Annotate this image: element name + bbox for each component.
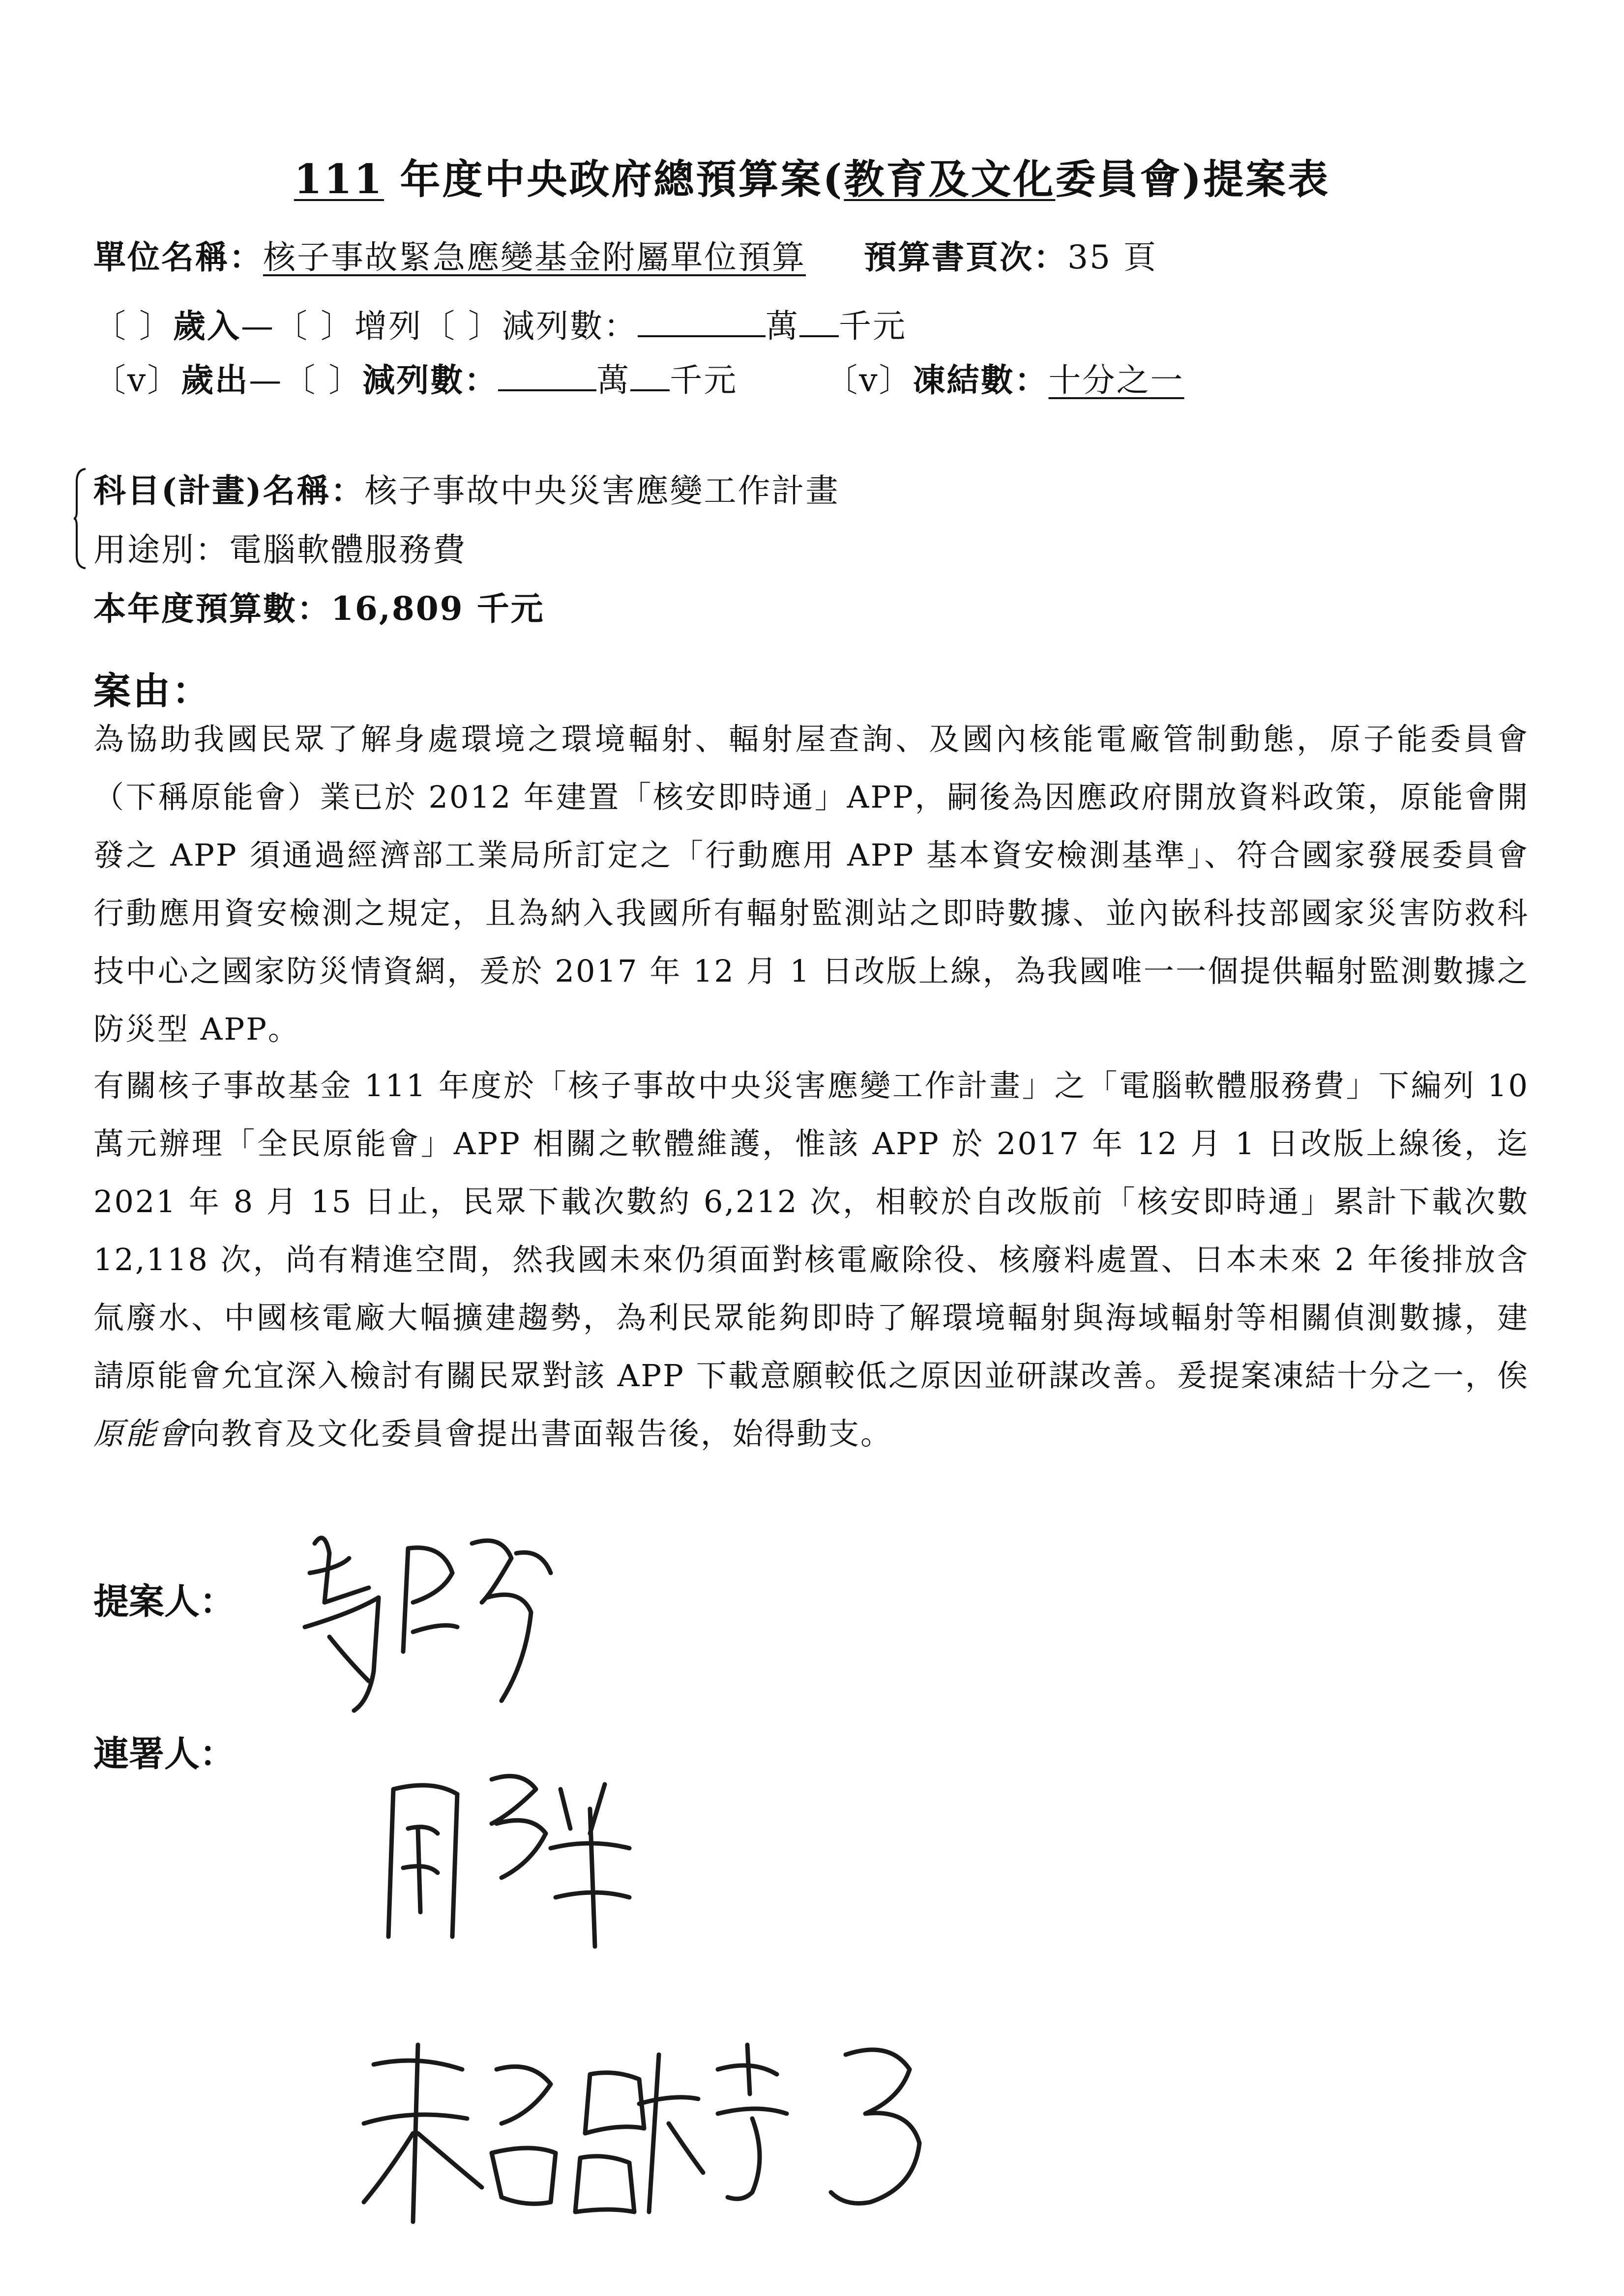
title-year: 111 [294, 156, 384, 203]
title-part1: 年度中央政府總預算案( [384, 156, 844, 203]
revenue-checkbox: 〔 〕 [93, 307, 173, 345]
title-part2: 委員會)提案表 [1055, 156, 1330, 203]
revenue-label: 歲入 [173, 307, 241, 345]
exp-qian-unit: 千元 [670, 361, 738, 399]
proposer-label: 提案人： [93, 1580, 236, 1622]
freeze-value: 十分之一 [1048, 361, 1184, 399]
increase-checkbox: 〔 〕 [274, 307, 354, 345]
project-name-line [93, 465, 839, 511]
blank-wan [638, 307, 766, 337]
exp-decrease-label: 減列數： [362, 361, 499, 399]
page-label: 預算書頁次： [863, 238, 1067, 276]
left-brace [73, 467, 88, 570]
decrease-checkbox: 〔 〕 [422, 307, 502, 345]
cosigner-signature-1 [374, 1750, 649, 1956]
blank-qian [799, 307, 839, 337]
budget-line [93, 582, 545, 629]
exp-blank-qian [630, 361, 670, 391]
expenditure-dash: — [249, 361, 283, 399]
reason-paragraph-1: 為協助我國民眾了解身處環境之環境輻射、輻射屋查詢、及國內核能電廠管制動態，原子能委員會（下稱原能會）業已於 2012 年建置「核安即時通」APP，嗣後為因應政府開放資料政策，原能會開發之 APP 須通過經濟部工業局所訂定之「行動應用 APP 基本資安檢測基準」、符合國家發展委員會行動應用資安檢測之規定，且為納入我國所有輻射監測站之即時數據、並內嵌科技部國家災害防救科技中心之國家防災情資網，爰於 2017 年 12 月 1 日改版上線，為我國唯一一個提供輻射監測數據之防災型 APP。 [93, 721, 1529, 1047]
expenditure-checkbox: 〔v〕 [93, 361, 181, 399]
wan-unit: 萬 [765, 307, 799, 345]
unit-label: 單位名稱： [93, 238, 263, 276]
expenditure-label: 歲出 [181, 361, 249, 399]
expenditure-line [93, 354, 1184, 401]
cosigner-label: 連署人： [93, 1733, 236, 1774]
project-name-label: 科目(計畫)名稱： [93, 471, 365, 510]
title-committee: 教育及文化 [844, 156, 1056, 203]
page-title [0, 147, 1624, 205]
proposer-signature [295, 1514, 570, 1720]
page-value: 35 頁 [1067, 238, 1157, 276]
revenue-dash: — [240, 307, 275, 345]
budget-label: 本年度預算數： [93, 589, 331, 628]
increase-label: 增列 [354, 307, 422, 345]
reason-heading: 案由： [93, 669, 211, 713]
paragraph-2-end: 向教育及文化委員會提出書面報告後，始得動支。 [189, 1416, 893, 1452]
decrease-label: 減列數： [502, 307, 638, 345]
cosigner-signature-2 [344, 2025, 983, 2232]
revenue-line [93, 300, 907, 347]
project-name-value: 核子事故中央災害應變工作計畫 [364, 472, 840, 510]
project-use-label: 用途別： [93, 531, 229, 569]
project-use-value: 電腦軟體服務費 [229, 531, 467, 569]
exp-blank-wan [498, 361, 596, 391]
project-use-line [93, 523, 467, 570]
freeze-label: 凍結數： [913, 361, 1049, 399]
reason-paragraph-2 [93, 1057, 1529, 1463]
exp-decrease-checkbox: 〔 〕 [283, 361, 363, 399]
unit-line [93, 231, 1157, 278]
budget-value: 16,809 千元 [331, 589, 545, 628]
paragraph-2-main: 有關核子事故基金 111 年度於「核子事故中央災害應變工作計畫」之「電腦軟體服務費」下編列 10 萬元辦理「全民原能會」APP 相關之軟體維護，惟該 APP 於 2017 年 12 月 1 日改版上線後，迄 2021 年 8 月 15 日止，民眾下載次數約 6,212 次，相較於自改版前「核安即時通」累計下載次數 12,118 次，尚有精進空間，然我國未來仍須面對核電廠除役、核廢料處置、日本未來 2 年後排放含氚廢水、中國核電廠大幅擴建趨勢，為利民眾能夠即時了解環境輻射與海域輻射等相關偵測數據，建請原能會允宜深入檢討有關民眾對該 APP 下載意願較低之原因並研謀改善。爰提案凍結十分之一，俟 [93, 1068, 1529, 1394]
qian-unit: 千元 [838, 307, 907, 345]
freeze-checkbox: 〔v〕 [825, 361, 913, 399]
unit-value: 核子事故緊急應變基金附屬單位預算 [263, 238, 806, 276]
handwritten-insert: 原能會 [93, 1416, 190, 1452]
exp-wan-unit: 萬 [596, 361, 631, 399]
